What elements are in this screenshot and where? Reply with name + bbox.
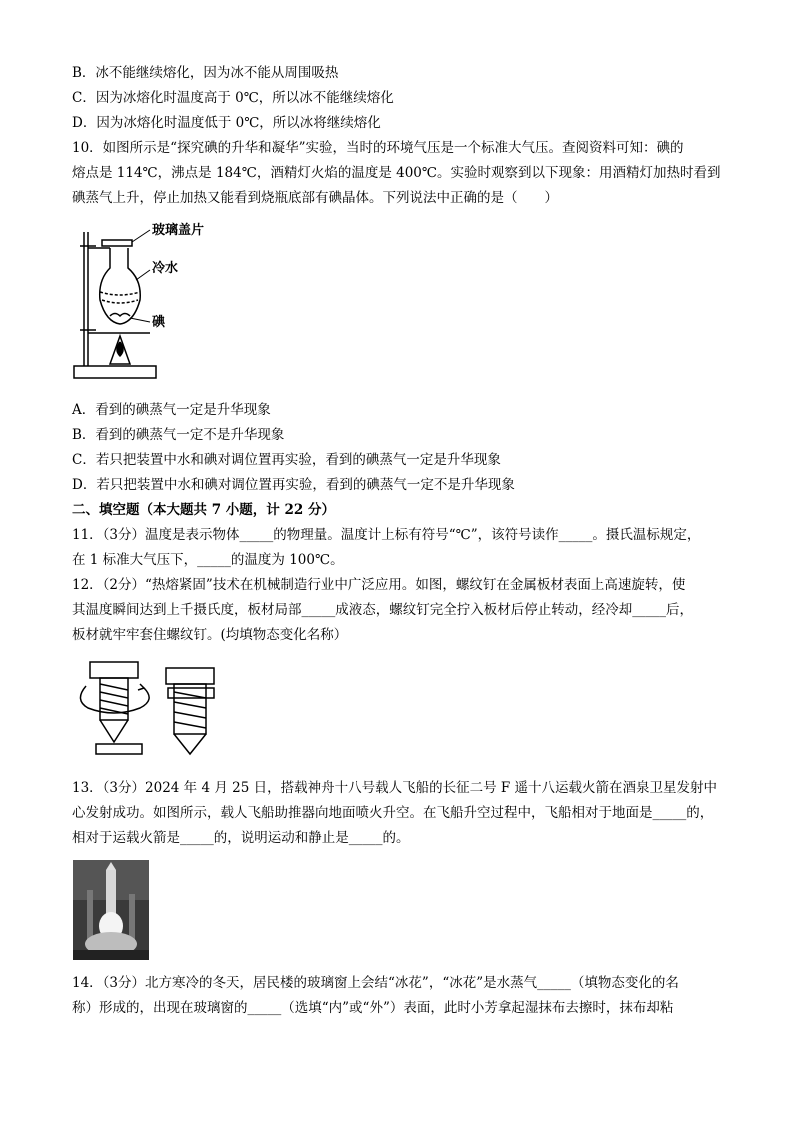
rocket-launch-photo <box>73 860 149 960</box>
q14-line-2: 称）形成的，出现在玻璃窗的_____（选填“内”或“外”）表面，此时小芳拿起湿抹布去擦时，抹布却粘 <box>72 1000 674 1016</box>
q10-stem-line-1: 10．如图所示是“探究碘的升华和凝华”实验，当时的环境气压是一个标准大气压。查阅资料可知：碘的 <box>72 140 684 156</box>
iodine-apparatus-figure <box>70 218 230 384</box>
q13-line-2: 心发射成功。如图所示，载人飞船助推器向地面喷火升空。在飞船升空过程中，飞船相对于地面是_____的， <box>72 805 714 821</box>
q9-option-c: C．因为冰熔化时温度高于 0℃，所以冰不能继续熔化 <box>72 90 394 106</box>
q10-stem-line-3: 碘蒸气上升，停止加热又能看到烧瓶底部有碘晶体。下列说法中正确的是（ ） <box>72 190 558 206</box>
q11-line-1: 11．（3分）温度是表示物体_____的物理量。温度计上标有符号“℃”，该符号读作_____。摄氏温标规定， <box>72 527 701 543</box>
section-2-title: 二、填空题（本大题共 7 小题，计 22 分） <box>72 502 335 518</box>
label-iodine: 碘 <box>152 315 166 330</box>
q11-line-2: 在 1 标准大气压下，_____的温度为 100℃。 <box>72 552 344 568</box>
rocket-launch-image <box>73 860 149 960</box>
label-cold-water: 冷水 <box>152 261 179 276</box>
q14-line-1: 14．（3分）北方寒冷的冬天，居民楼的玻璃窗上会结“冰花”，“冰花”是水蒸气_____（填物态变化的名 <box>72 975 679 991</box>
q12-line-1: 12．（2分）“热熔紧固”技术在机械制造行业中广泛应用。如图，螺纹钉在金属板材表面上高速旋转，使 <box>72 577 686 593</box>
q9-option-d: D．因为冰熔化时温度低于 0℃，所以冰将继续熔化 <box>72 115 381 131</box>
q10-option-b: B．看到的碘蒸气一定不是升华现象 <box>72 427 285 443</box>
q13-line-1: 13．（3分）2024 年 4 月 25 日，搭载神舟十八号载人飞船的长征二号 F 遥十八运载火箭在酒泉卫星发射中 <box>72 780 718 796</box>
q9-option-b: B．冰不能继续熔化，因为冰不能从周围吸热 <box>72 65 339 81</box>
label-glass-cover: 玻璃盖片 <box>152 223 205 238</box>
screw-plate-drawing <box>70 656 220 758</box>
q10-option-a: A．看到的碘蒸气一定是升华现象 <box>72 402 271 418</box>
q10-stem-line-2: 熔点是 114℃，沸点是 184℃，酒精灯火焰的温度是 400℃。实验时观察到以下现象：用酒精灯加热时看到 <box>72 165 721 181</box>
q12-line-2: 其温度瞬间达到上千摄氏度，板材局部_____成液态，螺纹钉完全拧入板材后停止转动，经冷却_____后， <box>72 602 693 618</box>
q10-option-d: D．若只把装置中水和碘对调位置再实验，看到的碘蒸气一定不是升华现象 <box>72 477 515 493</box>
iodine-apparatus-drawing <box>70 218 230 384</box>
screw-plate-figure <box>70 656 220 758</box>
q10-option-c: C．若只把装置中水和碘对调位置再实验，看到的碘蒸气一定是升华现象 <box>72 452 501 468</box>
q13-line-3: 相对于运载火箭是_____的，说明运动和静止是_____的。 <box>72 830 410 846</box>
q12-line-3: 板材就牢牢套住螺纹钉。(均填物态变化名称） <box>72 627 348 643</box>
